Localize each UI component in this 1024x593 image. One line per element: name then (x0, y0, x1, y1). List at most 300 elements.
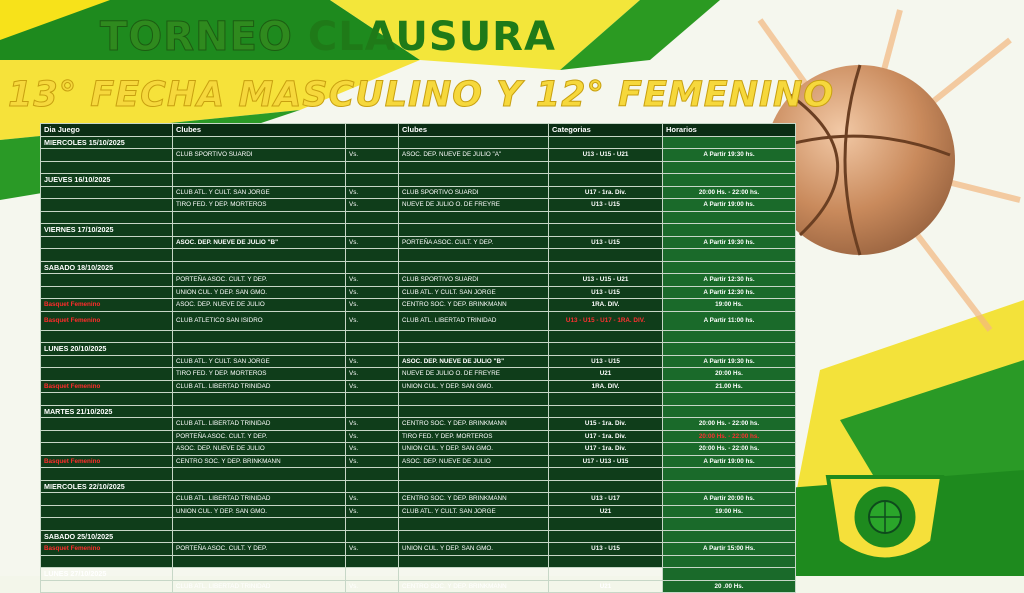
vs-label-text: Vs. (349, 357, 359, 365)
empty-cell (549, 393, 663, 406)
home-club (173, 380, 346, 393)
table-row (41, 380, 796, 393)
day-header-row (41, 174, 796, 187)
home-club-text: CLUB ATLETICO SAN ISIDRO (176, 316, 263, 324)
empty-cell (399, 224, 549, 237)
category-tag (41, 286, 173, 299)
category-tag-text: Basquet Femenino (44, 382, 101, 390)
home-club (173, 199, 346, 212)
away-club-text: CLUB ATL. Y CULT. SAN JORGE (402, 507, 496, 515)
vs-label (346, 580, 399, 593)
vs-label-text: Vs. (349, 301, 359, 309)
away-club-text: ASOC. DEP. NUEVE DE JULIO "B" (402, 357, 505, 365)
home-club (173, 311, 346, 330)
empty-cell (663, 393, 796, 406)
table-row (41, 355, 796, 368)
table-row (41, 580, 796, 593)
schedule-time-text: A Partir 19:00 hs. (703, 457, 755, 465)
day-header-row (41, 568, 796, 581)
empty-cell (399, 555, 549, 568)
empty-cell (663, 405, 796, 418)
empty-cell (549, 249, 663, 262)
home-club-text: TIRO FED. Y DEP. MORTEROS (176, 370, 267, 378)
categories-text: U13 - U15 (591, 545, 620, 553)
category-tag (41, 543, 173, 556)
category-tag (41, 311, 173, 330)
category-tag (41, 355, 173, 368)
category-tag (41, 149, 173, 162)
spacer-row (41, 211, 796, 224)
schedule-time (663, 355, 796, 368)
empty-cell (346, 568, 399, 581)
away-club-text: CLUB SPORTIVO SUARDI (402, 188, 479, 196)
schedule-time (663, 505, 796, 518)
spacer-row (41, 468, 796, 481)
away-club (399, 443, 549, 456)
empty-cell (41, 211, 173, 224)
empty-cell (663, 480, 796, 493)
schedule-time-text: 19:00 Hs. (715, 301, 743, 309)
vs-label (346, 149, 399, 162)
away-club (399, 455, 549, 468)
empty-cell (346, 555, 399, 568)
schedule-time-text: A Partir 12:30 hs. (703, 288, 755, 296)
categories (549, 368, 663, 381)
schedule-time (663, 299, 796, 312)
table-row (41, 236, 796, 249)
empty-cell (173, 480, 346, 493)
categories-text: U13 - U15 - U17 - 1RA. DIV. (565, 316, 646, 324)
categories-text: U15 - 1ra. Div. (584, 420, 627, 428)
schedule-time (663, 286, 796, 299)
category-tag (41, 274, 173, 287)
table-header-row (41, 124, 796, 137)
empty-cell (399, 530, 549, 543)
categories (549, 186, 663, 199)
vs-label (346, 286, 399, 299)
empty-cell (173, 249, 346, 262)
schedule-time-text: 20:00 Hs. - 22:00 hs. (698, 188, 760, 196)
tournament-title (100, 14, 556, 60)
vs-label-text: Vs. (349, 201, 359, 209)
categories (549, 380, 663, 393)
home-club-text: ASOC. DEP. NUEVE DE JULIO "B" (176, 238, 279, 246)
vs-label (346, 380, 399, 393)
day-label-text: SABADO 25/10/2025 (44, 531, 114, 541)
category-tag-text: Basquet Femenino (44, 301, 101, 309)
day-header-row (41, 530, 796, 543)
table-row (41, 186, 796, 199)
vs-label (346, 418, 399, 431)
away-club (399, 149, 549, 162)
day-header-row (41, 405, 796, 418)
vs-label-text: Vs. (349, 151, 359, 159)
home-club-text: PORTEÑA ASOC. CULT. Y DEP. (176, 545, 268, 553)
category-tag (41, 430, 173, 443)
away-club-text: UNION CUL. Y DEP. SAN GMO. (402, 545, 493, 553)
schedule-time (663, 443, 796, 456)
vs-label-text: Vs. (349, 238, 359, 246)
home-club (173, 580, 346, 593)
home-club (173, 455, 346, 468)
category-tag-text: Basquet Femenino (44, 316, 101, 324)
categories-text: U13 - U15 - U21 (582, 151, 629, 159)
categories (549, 543, 663, 556)
vs-label (346, 430, 399, 443)
schedule-time (663, 418, 796, 431)
vs-label-text: Vs. (349, 382, 359, 390)
away-club-text: TIRO FED. Y DEP. MORTEROS (402, 432, 493, 440)
away-club (399, 580, 549, 593)
category-tag (41, 186, 173, 199)
schedule-time-text: 20:00 Hs. - 22:00 hs. (698, 432, 760, 440)
schedule-time (663, 311, 796, 330)
schedule-body (41, 136, 796, 593)
table-row (41, 368, 796, 381)
categories-text: 1RA. DIV. (591, 301, 620, 309)
home-club-text: PORTEÑA ASOC. CULT. Y DEP. (176, 432, 268, 440)
vs-label (346, 543, 399, 556)
day-label (41, 261, 173, 274)
category-tag (41, 368, 173, 381)
home-club (173, 493, 346, 506)
home-club (173, 418, 346, 431)
categories-text: U21 (599, 582, 612, 590)
category-tag (41, 418, 173, 431)
empty-cell (399, 136, 549, 149)
empty-cell (663, 249, 796, 262)
table-row (41, 149, 796, 162)
away-club (399, 368, 549, 381)
away-club-text: ASOC. DEP. NUEVE DE JULIO (402, 457, 491, 465)
away-club-text: NUEVE DE JULIO O. DE FREYRE (402, 370, 500, 378)
empty-cell (399, 480, 549, 493)
day-header-row (41, 343, 796, 356)
categories-text: U13 - U15 (591, 357, 620, 365)
schedule-time (663, 430, 796, 443)
empty-cell (399, 468, 549, 481)
away-club (399, 505, 549, 518)
empty-cell (663, 224, 796, 237)
schedule-time (663, 380, 796, 393)
schedule-time-text: 19:00 Hs. (715, 507, 743, 515)
day-label (41, 136, 173, 149)
day-label (41, 405, 173, 418)
empty-cell (41, 555, 173, 568)
away-club-text: CENTRO SOC. Y DEP. BRINKMANN (402, 301, 507, 309)
away-club-text: UNION CUL. Y DEP. SAN GMO. (402, 382, 493, 390)
away-club (399, 418, 549, 431)
categories (549, 299, 663, 312)
home-club (173, 543, 346, 556)
away-club-text: CLUB ATL. LIBERTAD TRINIDAD (402, 316, 497, 324)
empty-cell (549, 161, 663, 174)
empty-cell (41, 393, 173, 406)
empty-cell (663, 136, 796, 149)
categories-text: U21 (599, 370, 612, 378)
day-label (41, 174, 173, 187)
title-word-torneo: TORNEO (100, 14, 293, 60)
empty-cell (399, 405, 549, 418)
empty-cell (663, 330, 796, 343)
empty-cell (173, 174, 346, 187)
categories (549, 418, 663, 431)
day-label (41, 343, 173, 356)
empty-cell (663, 518, 796, 531)
spacer-row (41, 555, 796, 568)
away-club-text: CENTRO SOC. Y DEP. BRINKMANN (402, 420, 507, 428)
empty-cell (549, 555, 663, 568)
away-club-text: NUEVE DE JULIO O. DE FREYRE (402, 201, 500, 209)
categories (549, 286, 663, 299)
empty-cell (663, 343, 796, 356)
empty-cell (663, 555, 796, 568)
schedule-time (663, 236, 796, 249)
empty-cell (346, 480, 399, 493)
away-club (399, 274, 549, 287)
empty-cell (173, 393, 346, 406)
categories-text: U13 - U15 (591, 288, 620, 296)
away-club-text: CLUB ATL. Y CULT. SAN JORGE (402, 288, 496, 296)
header-dia-juego: Dia Juego (41, 124, 173, 137)
spacer-row (41, 249, 796, 262)
fixture-subtitle: 13° FECHA MASCULINO Y 12° FEMENINO (8, 75, 835, 115)
home-club (173, 299, 346, 312)
away-club (399, 311, 549, 330)
table-row (41, 199, 796, 212)
empty-cell (173, 161, 346, 174)
categories (549, 236, 663, 249)
empty-cell (399, 343, 549, 356)
day-header-row (41, 261, 796, 274)
empty-cell (399, 161, 549, 174)
day-label-text: MARTES 21/10/2025 (44, 406, 113, 416)
schedule-time-text: 20:00 Hs. - 22:00 hs. (698, 445, 760, 453)
empty-cell (399, 568, 549, 581)
empty-cell (41, 468, 173, 481)
away-club (399, 430, 549, 443)
table-row (41, 543, 796, 556)
category-tag (41, 455, 173, 468)
vs-label-text: Vs. (349, 495, 359, 503)
away-club-text: CLUB SPORTIVO SUARDI (402, 276, 479, 284)
category-tag-text: Basquet Femenino (44, 545, 101, 553)
schedule-time-text: A Partir 19:00 hs. (703, 201, 755, 209)
vs-label-text: Vs. (349, 188, 359, 196)
category-tag (41, 493, 173, 506)
vs-label (346, 368, 399, 381)
schedule-time (663, 368, 796, 381)
empty-cell (663, 568, 796, 581)
vs-label-text: Vs. (349, 316, 359, 324)
day-header-row (41, 136, 796, 149)
table-row (41, 286, 796, 299)
day-label-text: MIERCOLES 15/10/2025 (44, 137, 125, 147)
home-club (173, 149, 346, 162)
home-club-text: CLUB SPORTIVO SUARDI (176, 151, 253, 159)
home-club (173, 286, 346, 299)
day-label-text: LUNES 20/10/2025 (44, 344, 107, 354)
vs-label (346, 505, 399, 518)
away-club (399, 493, 549, 506)
categories (549, 311, 663, 330)
empty-cell (346, 249, 399, 262)
schedule-time-text: 20 .00 Hs. (714, 582, 744, 590)
categories (549, 493, 663, 506)
schedule-time (663, 455, 796, 468)
empty-cell (549, 136, 663, 149)
table-row (41, 493, 796, 506)
categories-text: 1RA. DIV. (591, 382, 620, 390)
categories-text: U17 - U13 - U15 (582, 457, 629, 465)
day-label (41, 224, 173, 237)
vs-label (346, 311, 399, 330)
away-club-text: UNION CUL. Y DEP. SAN GMO. (402, 445, 493, 453)
home-club (173, 368, 346, 381)
empty-cell (399, 330, 549, 343)
day-label-text: LUNES 27/10/2025 (44, 569, 107, 579)
categories-text: U13 - U17 (591, 495, 620, 503)
vs-label-text: Vs. (349, 457, 359, 465)
vs-label (346, 236, 399, 249)
schedule-time (663, 580, 796, 593)
empty-cell (346, 393, 399, 406)
empty-cell (399, 249, 549, 262)
categories (549, 355, 663, 368)
vs-label (346, 443, 399, 456)
title-word-clausura: CLAUSURA (307, 14, 556, 60)
categories (549, 274, 663, 287)
away-club (399, 355, 549, 368)
empty-cell (549, 211, 663, 224)
empty-cell (346, 211, 399, 224)
vs-label-text: Vs. (349, 582, 359, 590)
empty-cell (399, 174, 549, 187)
away-club-text: ASOC. DEP. NUEVE DE JULIO "A" (402, 151, 502, 159)
vs-label-text: Vs. (349, 507, 359, 515)
vs-label-text: Vs. (349, 545, 359, 553)
empty-cell (346, 468, 399, 481)
vs-label (346, 355, 399, 368)
away-club (399, 186, 549, 199)
schedule-time-text: A Partir 12:30 hs. (703, 276, 755, 284)
header-categorias: Categorias (549, 124, 663, 137)
spacer-row (41, 393, 796, 406)
empty-cell (399, 518, 549, 531)
category-tag (41, 380, 173, 393)
header-horarios: Horarios (663, 124, 796, 137)
empty-cell (173, 405, 346, 418)
empty-cell (549, 261, 663, 274)
empty-cell (41, 161, 173, 174)
empty-cell (346, 330, 399, 343)
day-label (41, 530, 173, 543)
empty-cell (41, 518, 173, 531)
table-row (41, 430, 796, 443)
empty-cell (346, 136, 399, 149)
empty-cell (346, 161, 399, 174)
empty-cell (399, 211, 549, 224)
empty-cell (41, 249, 173, 262)
schedule-time-text: A Partir 11:00 hs. (703, 316, 755, 324)
day-header-row (41, 224, 796, 237)
categories-text: U13 - U15 (591, 238, 620, 246)
vs-label (346, 455, 399, 468)
association-logo (818, 462, 952, 572)
day-label (41, 568, 173, 581)
empty-cell (173, 468, 346, 481)
away-club-text: PORTEÑA ASOC. CULT. Y DEP. (402, 238, 494, 246)
away-club-text: CENTRO SOC. Y DEP. BRINKMANN (402, 495, 507, 503)
schedule-time-text: 21.00 Hs. (715, 382, 743, 390)
table-row (41, 418, 796, 431)
schedule-time-text: A Partir 19:30 hs. (703, 238, 755, 246)
home-club-text: TIRO FED. Y DEP. MORTEROS (176, 201, 267, 209)
day-label (41, 480, 173, 493)
away-club (399, 543, 549, 556)
empty-cell (549, 224, 663, 237)
empty-cell (549, 480, 663, 493)
schedule-time (663, 493, 796, 506)
empty-cell (173, 224, 346, 237)
categories (549, 149, 663, 162)
empty-cell (173, 343, 346, 356)
categories-text: U17 - 1ra. Div. (584, 188, 627, 196)
home-club-text: UNION CUL. Y DEP. SAN GMO. (176, 507, 267, 515)
empty-cell (173, 518, 346, 531)
home-club (173, 274, 346, 287)
empty-cell (663, 530, 796, 543)
categories-text: U17 - 1ra. Div. (584, 432, 627, 440)
vs-label-text: Vs. (349, 276, 359, 284)
categories (549, 455, 663, 468)
schedule-time (663, 543, 796, 556)
empty-cell (346, 174, 399, 187)
home-club (173, 430, 346, 443)
table-row (41, 505, 796, 518)
day-label-text: MIERCOLES 22/10/2025 (44, 481, 125, 491)
day-header-row (41, 480, 796, 493)
schedule-time-text: 20:00 Hs. (715, 370, 743, 378)
categories (549, 199, 663, 212)
category-tag (41, 299, 173, 312)
vs-label-text: Vs. (349, 370, 359, 378)
empty-cell (173, 330, 346, 343)
empty-cell (549, 405, 663, 418)
schedule-time (663, 149, 796, 162)
home-club-text: UNION CUL. Y DEP. SAN GMO. (176, 288, 267, 296)
table-row (41, 299, 796, 312)
empty-cell (549, 343, 663, 356)
home-club-text: PORTEÑA ASOC. CULT. Y DEP. (176, 276, 268, 284)
schedule-time-text: A Partir 15:00 Hs. (703, 545, 755, 553)
home-club-text: CLUB ATL. Y CULT. SAN JORGE (176, 357, 270, 365)
category-tag-text: Basquet Femenino (44, 457, 101, 465)
category-tag (41, 443, 173, 456)
empty-cell (549, 468, 663, 481)
empty-cell (399, 393, 549, 406)
empty-cell (549, 530, 663, 543)
empty-cell (173, 261, 346, 274)
schedule-time (663, 199, 796, 212)
empty-cell (346, 261, 399, 274)
empty-cell (549, 330, 663, 343)
vs-label (346, 299, 399, 312)
vs-label-text: Vs. (349, 420, 359, 428)
home-club (173, 236, 346, 249)
vs-label (346, 186, 399, 199)
vs-label (346, 493, 399, 506)
